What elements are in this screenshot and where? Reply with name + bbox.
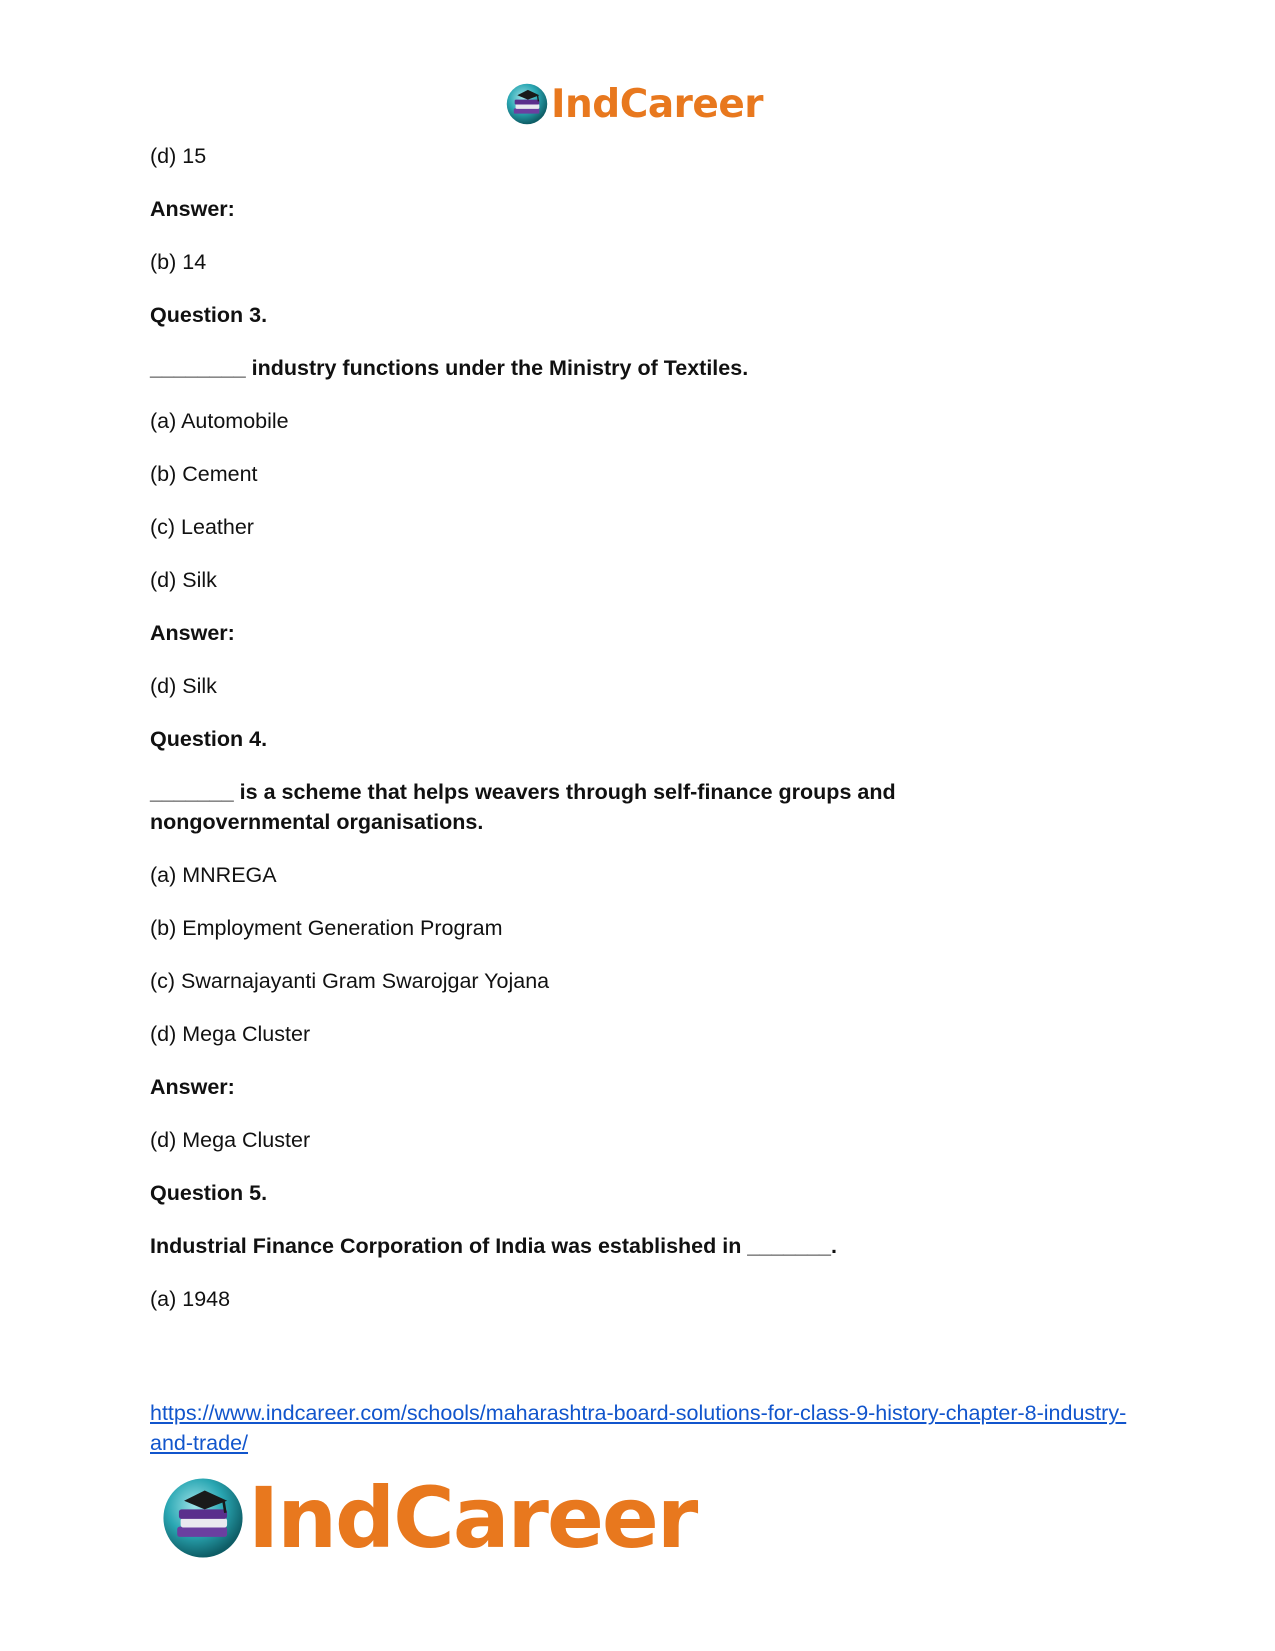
question-heading: Question 4. [150,727,268,751]
book-emblem-icon [505,82,549,126]
answer-label: Answer: [150,197,235,221]
answer-value: (d) Silk [150,674,217,698]
brand-name: IndCareer [551,81,763,127]
option-line: (a) Automobile [150,409,289,433]
option-line: (a) 1948 [150,1287,231,1311]
question-heading: Question 3. [150,303,268,327]
footer-logo [160,1468,700,1568]
source-link[interactable]: https://www.indcareer.com/schools/maharashtra-board-solutions-for-class-9-history-chapter-8-industry-and-trade/ [150,1401,1127,1455]
answer-label: Answer: [150,1075,235,1099]
option-line: (d) 15 [150,144,207,168]
brand-name: IndCareer [248,1469,697,1567]
answer-label: Answer: [150,621,235,645]
option-line: (d) Silk [150,568,217,592]
question-text: nongovernmental organisations. [150,810,484,834]
question-text: ________ industry functions under the Ministry of Textiles. [150,356,749,380]
option-line: (d) Mega Cluster [150,1022,311,1046]
option-line: (a) MNREGA [150,863,277,887]
question-heading: Question 5. [150,1181,268,1205]
option-line: (c) Swarnajayanti Gram Swarojgar Yojana [150,969,550,993]
answer-value: (b) 14 [150,250,207,274]
option-line: (b) Cement [150,462,258,486]
header-logo [505,80,775,128]
option-line: (b) Employment Generation Program [150,916,503,940]
question-text: _______ is a scheme that helps weavers through self-finance groups and [150,780,896,804]
question-text: Industrial Finance Corporation of India was established in _______. [150,1234,837,1258]
answer-value: (d) Mega Cluster [150,1128,311,1152]
book-emblem-icon [160,1475,246,1561]
option-line: (c) Leather [150,515,254,539]
